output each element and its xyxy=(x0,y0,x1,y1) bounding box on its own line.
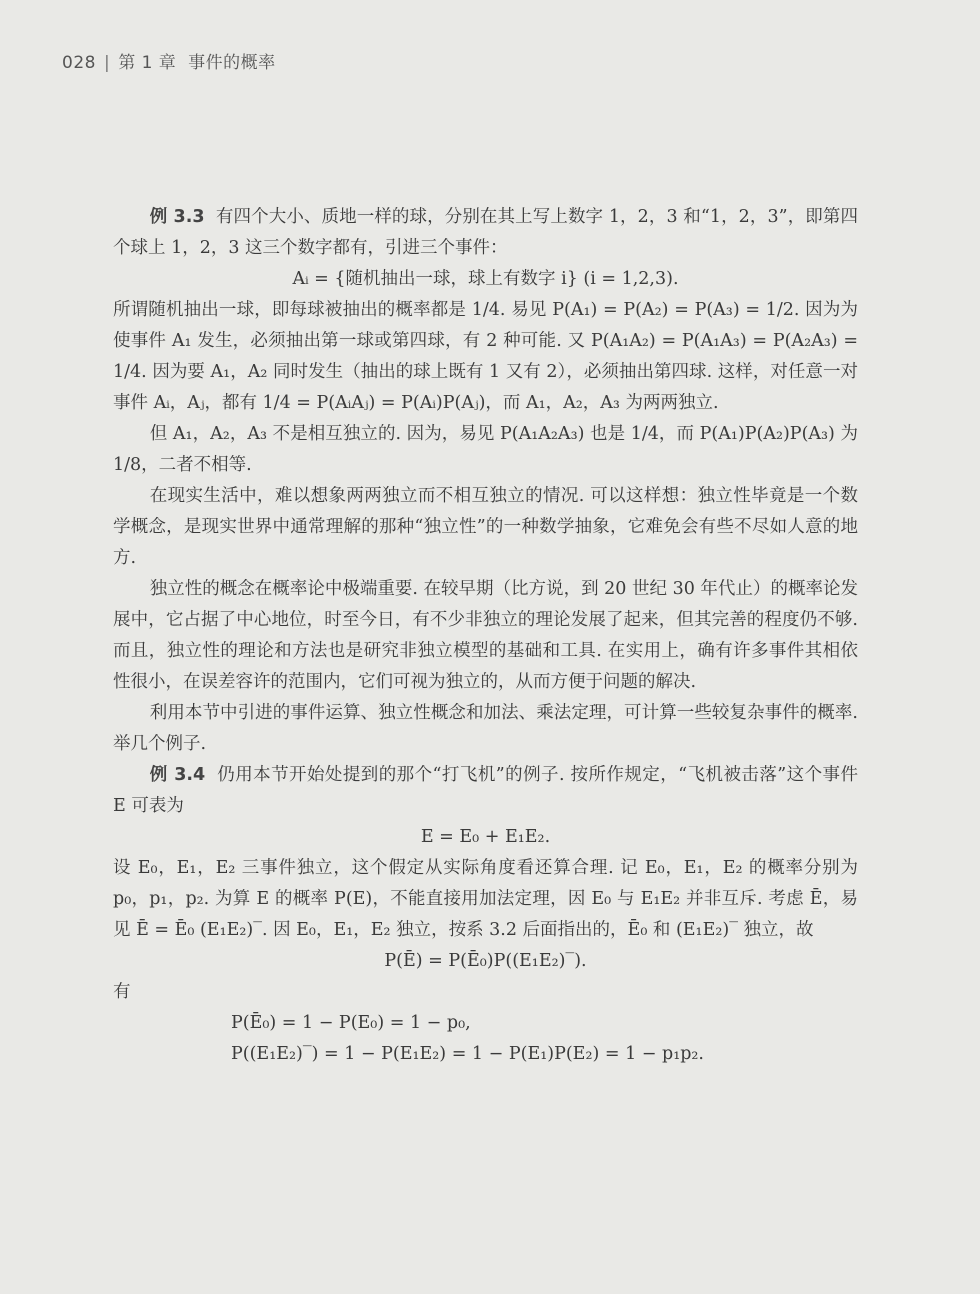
example-label: 例 3.4 xyxy=(149,765,206,785)
example-3-4-para-1: 设 E₀，E₁，E₂ 三事件独立，这个假定从实际角度看还算合理. 记 E₀，E₁，E₂ 的概率分别为 p₀，p₁，p₂. 为算 E 的概率 P(E)，不能直接用加法定理，因 E₀ 与 E₁E₂ 并非互斥. 考虑 Ē，易见 Ē = Ē₀ (E₁E₂)‾. 因 E₀，E₁，E₂ 独立，按系 3.2 后面指出的，Ē₀ 和 (E₁E₂)‾ 独立，故 xyxy=(113,858,858,940)
equation-e: E = E₀ + E₁E₂. xyxy=(420,827,551,847)
equation-event-a: Aᵢ = {随机抽出一球，球上有数字 i} (i = 1,2,3). xyxy=(292,269,679,289)
chapter-number: 第 1 章 xyxy=(118,53,177,73)
equation-p-ebar: P(Ē) = P(Ē₀)P((E₁E₂)‾). xyxy=(384,951,587,971)
header-separator: | xyxy=(103,53,111,73)
page-body xyxy=(113,202,858,1070)
example-3-3-para-1: 所谓随机抽出一球，即每球被抽出的概率都是 1/4. 易见 P(A₁) = P(A₂) = P(A₃) = 1/2. 因为为使事件 A₁ 发生，必须抽出第一球或第四球，有 2 种可能. 又 P(A₁A₂) = P(A₁A₃) = P(A₂A₃) = 1/4. 因为要 A₁，A₂ 同时发生（抽出的球上既有 1 又有 2），必须抽出第四球. 这样，对任意一对事件 Aᵢ，Aⱼ，都有 1/4 = P(AᵢAⱼ) = P(Aᵢ)P(Aⱼ)，而 A₁，A₂，A₃ 为两两独立. xyxy=(113,300,858,413)
word-you: 有 xyxy=(113,982,131,1002)
example-3-4-intro xyxy=(113,760,858,822)
chapter-title: 事件的概率 xyxy=(188,53,276,73)
example-3-3-text: 有四个大小、质地一样的球，分别在其上写上数字 1，2，3 和“1，2，3”，即第四个球上 1，2，3 这三个数字都有，引进三个事件： xyxy=(113,207,859,258)
example-3-4-text: 仍用本节开始处提到的那个“打飞机”的例子. 按所作规定，“飞机被击落”这个事件 E 可表为 xyxy=(113,765,858,816)
paragraph-reality: 在现实生活中，难以想象两两独立而不相互独立的情况. 可以这样想：独立性毕竟是一个数学概念，是现实世界中通常理解的那种“独立性”的一种数学抽象，它难免会有些不尽如人意的地方. xyxy=(113,486,858,568)
paragraph-use: 利用本节中引进的事件运算、独立性概念和加法、乘法定理，可计算一些较复杂事件的概率. 举几个例子. xyxy=(113,703,858,754)
page-number: 028 xyxy=(62,53,96,73)
paragraph-importance: 独立性的概念在概率论中极端重要. 在较早期（比方说，到 20 世纪 30 年代止）的概率论发展中，它占据了中心地位，时至今日，有不少非独立的理论发展了起来，但其完善的程度仍不够. 而且，独立性的理论和方法也是研究非独立模型的基础和工具. 在实用上，确有许多事件其相依性很小，在误差容许的范围内，它们可视为独立的，从而方便于问题的解决. xyxy=(113,579,858,692)
example-label: 例 3.3 xyxy=(149,207,205,227)
example-3-3-intro xyxy=(113,202,858,264)
equation-p-e1e2bar: P((E₁E₂)‾) = 1 − P(E₁E₂) = 1 − P(E₁)P(E₂) = 1 − p₁p₂. xyxy=(231,1044,704,1064)
equation-p-e0bar: P(Ē₀) = 1 − P(E₀) = 1 − p₀, xyxy=(231,1013,471,1033)
running-header xyxy=(62,48,276,73)
example-3-3-para-2: 但 A₁，A₂，A₃ 不是相互独立的. 因为，易见 P(A₁A₂A₃) 也是 1/4，而 P(A₁)P(A₂)P(A₃) 为 1/8，二者不相等. xyxy=(113,424,858,475)
